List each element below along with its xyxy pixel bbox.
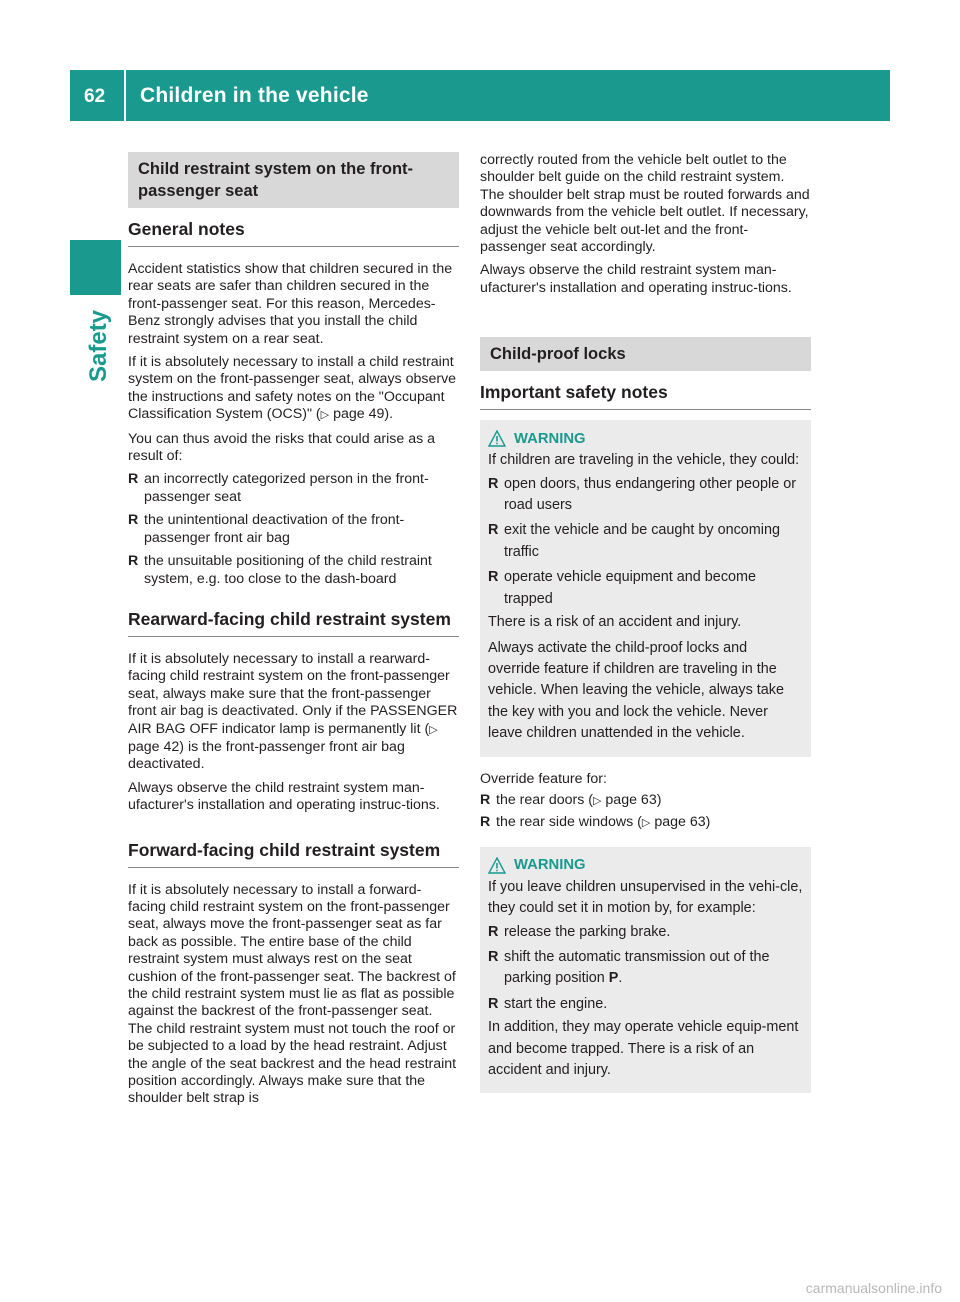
heading-general-notes: General notes xyxy=(128,218,459,247)
section-title-child-restraint: Child restraint system on the front-passenger seat xyxy=(128,152,459,208)
page-ref[interactable]: page 49). xyxy=(333,406,394,423)
header-divider xyxy=(124,70,126,121)
list-item: R operate vehicle equipment and become trapped xyxy=(488,569,757,607)
paragraph: Override feature for: xyxy=(480,770,607,787)
warning-box xyxy=(480,420,811,756)
list-item: R the rear side windows (▷ page 63) xyxy=(480,814,711,831)
left-column xyxy=(128,152,459,1108)
bullet-list xyxy=(488,474,803,610)
list-item: R an incorrectly categorized person in the front-passenger seat xyxy=(128,471,429,505)
paragraph: Always observe the child restraint system man-ufacturer's installation and operating instruc-tions. xyxy=(480,262,792,296)
list-item: R release the parking brake. xyxy=(488,923,671,940)
section-title-child-proof-locks: Child-proof locks xyxy=(480,337,811,371)
list-item: R shift the automatic transmission out of the parking position P. xyxy=(488,948,770,987)
warning-box xyxy=(480,847,811,1094)
page-ref-icon: ▷ xyxy=(429,723,438,736)
paragraph: Accident statistics show that children secured in the rear seats are safer than children secured in the front-passenger seat. For this reason, Mercedes-Benz strongly advises that you install the child restraint system on a rear seat. xyxy=(128,261,453,347)
paragraph: You can thus avoid the risks that could arise as a result of: xyxy=(128,430,436,465)
warning-triangle-icon xyxy=(488,430,506,447)
bullet-list xyxy=(488,922,803,1016)
paragraph: If it is absolutely necessary to install a child restraint system on the front-passenger seat, always observe the instructions and safety notes on the "Occupant Classification System (OCS)" (▷ page 49). xyxy=(128,354,457,423)
bullet-list xyxy=(480,792,811,833)
warning-label: WARNING xyxy=(514,430,586,447)
paragraph: There is a risk of an accident and injury. xyxy=(488,614,742,631)
list-item: R exit the vehicle and be caught by oncoming traffic xyxy=(488,522,781,560)
heading-rearward-facing: Rearward-facing child restraint system xyxy=(128,608,459,637)
page-ref[interactable]: page 42) xyxy=(128,738,185,755)
right-column xyxy=(480,152,811,1093)
list-item: R the unintentional deactivation of the front-passenger front air bag xyxy=(128,512,405,546)
chapter-title: Children in the vehicle xyxy=(140,84,369,107)
side-section-label: Safety xyxy=(85,309,112,382)
list-item: R start the engine. xyxy=(488,995,608,1012)
paragraph: Always observe the child restraint system man-ufacturer's installation and operating instruc-tions. xyxy=(128,779,440,814)
side-tab xyxy=(70,240,121,295)
paragraph: If you leave children unsupervised in the vehi-cle, they could set it in motion by, for example: xyxy=(488,878,803,917)
list-item: R open doors, thus endangering other people or road users xyxy=(488,475,797,514)
paragraph: If it is absolutely necessary to install a forward-facing child restraint system on the front-passenger seat, always move the front-passenger seat as far back as possible. The entire base of the child restraint system must always rest on the seat cushion of the front-passenger seat. The backrest of the child restraint system must lie as flat as possible against the backrest of the front-passenger seat. The child restraint system must not touch the roof or be subjected to a load by the head restraint. Adjust the angle of the seat backrest and the head restraint position accordingly. Always make sure that the shoulder belt strap is xyxy=(128,881,457,1107)
page-ref[interactable]: page 63) xyxy=(605,791,662,808)
paragraph: In addition, they may operate vehicle equip-ment and become trapped. There is a risk of an accident and injury. xyxy=(488,1019,799,1078)
bullet-list xyxy=(128,471,459,587)
page-ref[interactable]: page 63) xyxy=(654,814,711,831)
list-item: R the rear doors (▷ page 63) xyxy=(480,791,662,808)
page-number: 62 xyxy=(84,86,106,107)
heading-forward-facing: Forward-facing child restraint system xyxy=(128,839,459,868)
heading-important-safety-notes: Important safety notes xyxy=(480,381,811,410)
page-ref-icon: ▷ xyxy=(641,817,651,830)
paragraph: If it is absolutely necessary to install a rearward-facing child restraint system on the front-passenger seat, always make sure that the front-passenger front air bag is deactivated. Only if the PASSENGER AIR BAG OFF indicator lamp is permanently lit (▷ page 42) is the front-passenger front air bag deactivated. xyxy=(128,650,458,773)
page-ref-icon: ▷ xyxy=(320,409,330,422)
list-item: R the unsuitable positioning of the child restraint system, e.g. too close to the dash-board xyxy=(128,553,432,587)
page-ref-icon: ▷ xyxy=(593,794,602,807)
paragraph: Always activate the child-proof locks and override feature if children are traveling in the vehicle. When leaving the vehicle, always take the key with you and lock the vehicle. Never leave children unattended in the vehicle. xyxy=(488,639,784,742)
watermark: carmanualsonline.info xyxy=(805,1280,942,1296)
paragraph: If children are traveling in the vehicle, they could: xyxy=(488,452,800,469)
paragraph: correctly routed from the vehicle belt outlet to the shoulder belt guide on the child restraint system. The shoulder belt strap must be routed forwards and downwards from the vehicle belt outlet. If necessary, adjust the vehicle belt out-let and the front-passenger seat accordingly. xyxy=(480,152,810,256)
warning-triangle-icon xyxy=(488,857,506,874)
warning-label: WARNING xyxy=(514,857,586,874)
